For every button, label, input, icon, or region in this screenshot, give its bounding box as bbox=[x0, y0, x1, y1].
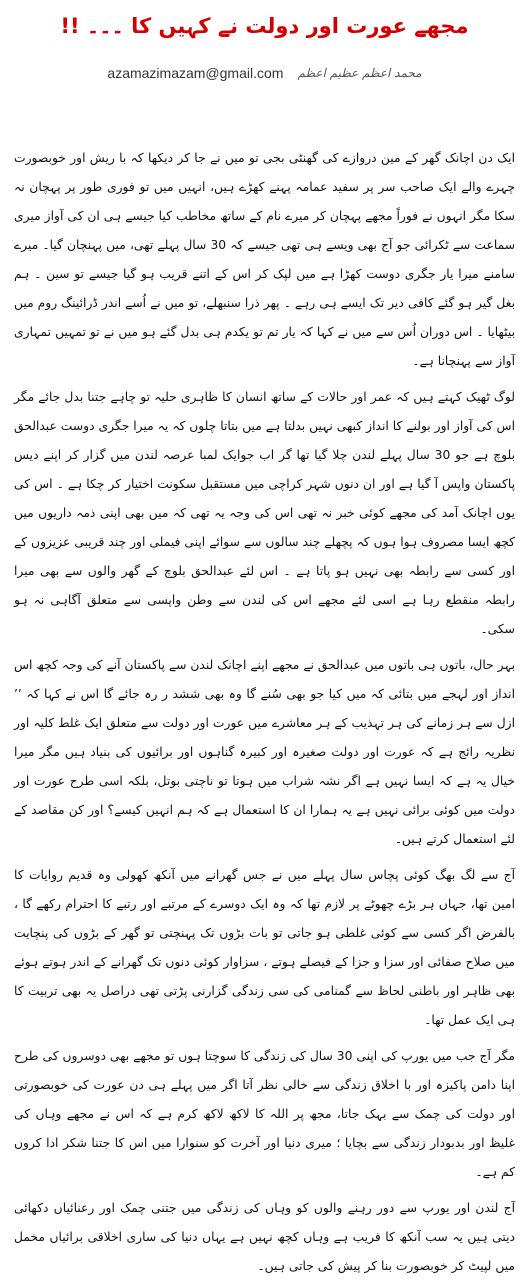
article-body bbox=[14, 144, 515, 1281]
author-name: محمد اعظم عظیم اعظم bbox=[297, 66, 422, 80]
paragraph: بہر حال، باتوں ہی باتوں میں عبدالحق نے مجھے اپنے اچانک لندن سے پاکستان آنے کی وجہ کچھ اس انداز اور لہجے میں بتائی کہ میں کیا جو بھی سُنے گا وہ بھی ششد ر رہ جائے گا اس نے کہا کہ ’’ ازل سے ہر زمانے کی ہر تہذیب کے ہر معاشرے میں عورت اور دولت سے متعلق ایک غلط کلیہ اور نظریہ رائج ہے کہ عورت اور دولت صغیرہ اور کبیرہ گناہوں اور برائیوں کی بنیاد ہیں مگر میرا خیال یہ ہے کہ ایسا نہیں ہے اگر نشہ شراب میں ہوتا تو ناچتی بوتل، بلکہ اسی طرح عورت اور دولت میں کوئی برائی نہیں ہے یہ ہمارا ان کا استعمال ہے کہ ہم انہیں کیسے؟ اور کن مقاصد کے لئے استعمال کرتے ہیں۔ bbox=[14, 658, 515, 846]
paragraph: ایک دن اچانک گھر کے مین دروازے کی گھنٹی بجی تو میں نے جا کر دیکھا کہ با ریش اور خوبصورت چہرے والے ایک صاحب سر پر سفید عمامہ پہنے کھڑے ہیں، انہیں میں تو فوری طور پر پہچان نہ سکا مگر انہوں نے فوراً مجھے پہچان کر میرے نام کے ساتھ مخاطب کیا جیسے ہی ان کی آواز میری سماعت سے ٹکرائی جو آج بھی ویسے ہی تھی جیسے کہ 30 سال پہلے تھی، میں پہنچان گیا۔ میرے سامنے میرا یار جگری دوست کھڑا ہے میں لپک کر اس کے اتنے قریب ہو گیا جیسے تو سین ۔ ہم بغل گیر ہو گئے کافی دیر تک ایسے ہی رہے ۔ پھر ذرا سنبھلے، تو میں نے اُسے اندر ڈرائینگ روم میں بیٹھایا ۔ اس دوران اُس سے میں نے کہا کہ یار تم تو یکدم ہی بدل گئے ہو میں نے تو تمہیں تمہاری آواز سے پہنچانا ہے۔ bbox=[14, 151, 515, 368]
paragraph: لوگ ٹھیک کہتے ہیں کہ عمر اور حالات کے ساتھ انسان کا ظاہری حلیہ تو چاہے جتنا بدل جائے مگر اس کی آواز اور بولنے کا انداز کبھی نہیں بدلتا ہے میں بتاتا چلوں کہ یہ میرا جگری دوست عبدالحق بلوچ ہے جو 30 سال پہلے لندن چلا گیا تھا گر اب جوایک لمبا عرصہ لندن میں گزار کر اپنے دیس پاکستان واپس آ گیا ہے اور ان دنوں شہر کراچی میں مستقبل سکونت اختیار کر چکا ہے ۔ اس کی یوں اچانک آمد کی مجھے کوئی خبر نہ تھی اس کی وجہ یہ تھی کہ میں بھی اپنی ذمہ داریوں میں کچھ ایسا مصروف ہوا ہوں کہ پچھلے چند سالوں سے سوائے اپنی فیملی اور چند قریبی عزیزوں کے اور کسی سے رابطہ بھی نہیں ہو پاتا ہے ۔ اس لئے عبدالحق بلوچ کے گھر والوں سے بھی میرا رابطہ منقطع رہا ہے اسی لئے مجھے اس کی لندن سے وطن واپسی سے متعلق آگاہی نہ ہو سکی۔ bbox=[14, 390, 516, 636]
article-title: مجھے عورت اور دولت نے کہیں کا ۔۔۔ !! bbox=[60, 14, 469, 38]
paragraph: آج لندن اور یورپ سے دور رہنے والوں کو وہاں کی زندگی میں جتنی چمک اور رعنائیاں دکھائی دیتی ہیں یہ سب آنکھ کا فریب ہے وہاں کچھ نہیں ہے یہاں دنیا کی ساری اخلاقی برائیاں مخمل میں لپیٹ کر خوبصورت بنا کر پیش کی جاتی ہیں۔ bbox=[14, 1201, 515, 1273]
paragraph: آج سے لگ بھگ کوئی پچاس سال پہلے میں نے جس گھرانے میں آنکھ کھولی وہ قدیم روایات کا امین تھا، جہاں ہر بڑے چھوٹے پر لازم تھا کہ وہ ایک دوسرے کے مرتبے اور رتبے کا احترام رکھے گا ، بالفرض اگر کسی سے کوئی غلطی ہو جاتی تو بات بڑوں تک پہنچتی تو گھر کے بڑوں کی پنچایت میں صلاح صفائی اور سزا و جزا کے فیصلے ہوتے ، سزاوار کوئی دنوں تک گھرانے کے اندر ہوتے ہوئے بھی ظاہر اور باطنی لحاظ سے گمنامی کی سی زندگی گزارنی پڑتی تھی دراصل یہ بھی تربیت کا ہی ایک عمل تھا۔ bbox=[14, 868, 515, 1027]
paragraph: مگر آج جب میں یورپ کی اپنی 30 سال کی زندگی کا سوچتا ہوں تو مجھے بھی دوسروں کی طرح اپنا دامن پاکیزہ اور با اخلاق زندگی سے خالی نظر آتا اگر میں پہلے ہی دن عورت کی خوبصورتی اور دولت کی چمک سے بہک جاتا، مجھ پر اللہ کا لاکھ لاکھ کرم ہے کہ اس نے مجھے وہاں کی غلیظ اور بدبودار زندگی سے بچایا ؛ میری دنیا اور آخرت کو سنوارا میں اس کا جتنا شکر ادا کروں کم ہے۔ bbox=[14, 1049, 516, 1179]
author-email[interactable]: azamazimazam@gmail.com bbox=[107, 65, 284, 81]
byline bbox=[14, 54, 515, 92]
